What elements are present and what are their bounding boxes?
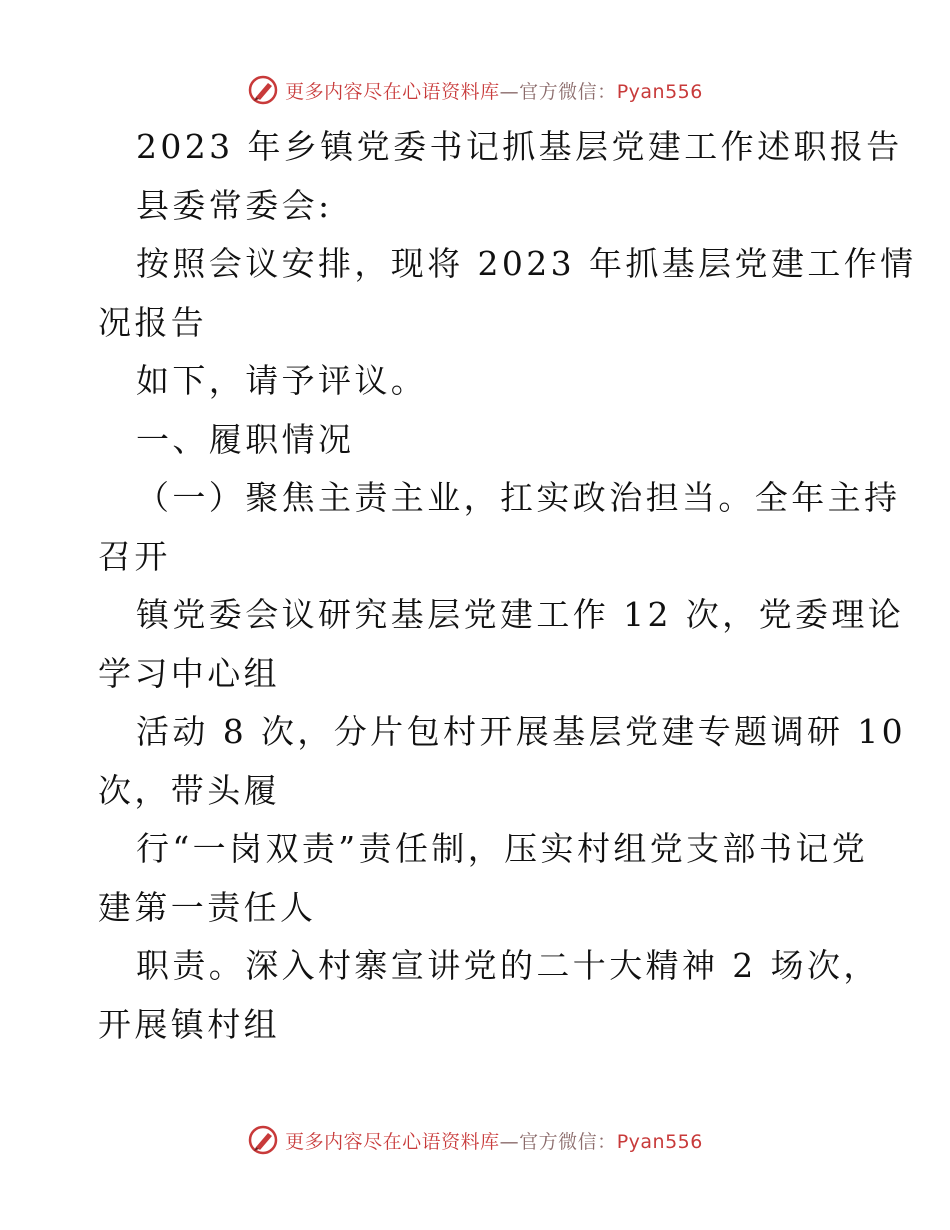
document-line: 建第一责任人 [98, 887, 317, 927]
document-line: 况报告 [98, 302, 208, 342]
watermark-wechat-label: 官方微信： [519, 80, 617, 103]
watermark-wechat-label: 官方微信： [519, 1130, 617, 1153]
document-line: 活动 8 次，分片包村开展基层党建专题调研 10 [136, 712, 907, 751]
watermark-dash: — [499, 1130, 520, 1153]
document-line: 2023 年乡镇党委书记抓基层党建工作述职报告 [136, 127, 903, 166]
document-body [98, 118, 917, 1054]
document-line: 行“一岗双责”责任制，压实村组党支部书记党 [136, 829, 869, 868]
document-line: 职责。深入村寨宣讲党的二十大精神 2 场次， [136, 946, 880, 985]
document-line: 如下，请予评议。 [136, 361, 428, 400]
watermark-main-text: 更多内容尽在心语资料库 [285, 1130, 500, 1153]
watermark-header [0, 74, 950, 106]
watermark-wechat-id: Pyan556 [616, 80, 703, 103]
watermark-dash: — [499, 80, 520, 103]
document-line: 按照会议安排，现将 2023 年抓基层党建工作情 [136, 244, 917, 283]
document-line: 一、履职情况 [136, 419, 355, 459]
document-line: 学习中心组 [98, 653, 280, 693]
watermark-main-text: 更多内容尽在心语资料库 [285, 80, 500, 103]
pen-logo-icon [247, 74, 279, 106]
watermark-footer [0, 1124, 950, 1156]
document-line: 镇党委会议研究基层党建工作 12 次，党委理论 [136, 595, 905, 634]
watermark-wechat-id: Pyan556 [616, 1130, 703, 1153]
document-line: 次，带头履 [98, 770, 280, 810]
document-line: 开展镇村组 [98, 1004, 280, 1044]
document-line: 召开 [98, 536, 171, 576]
document-line: 县委常委会: [136, 185, 333, 225]
pen-logo-icon [247, 1124, 279, 1156]
document-line: （一）聚焦主责主业，扛实政治担当。全年主持 [136, 478, 901, 517]
